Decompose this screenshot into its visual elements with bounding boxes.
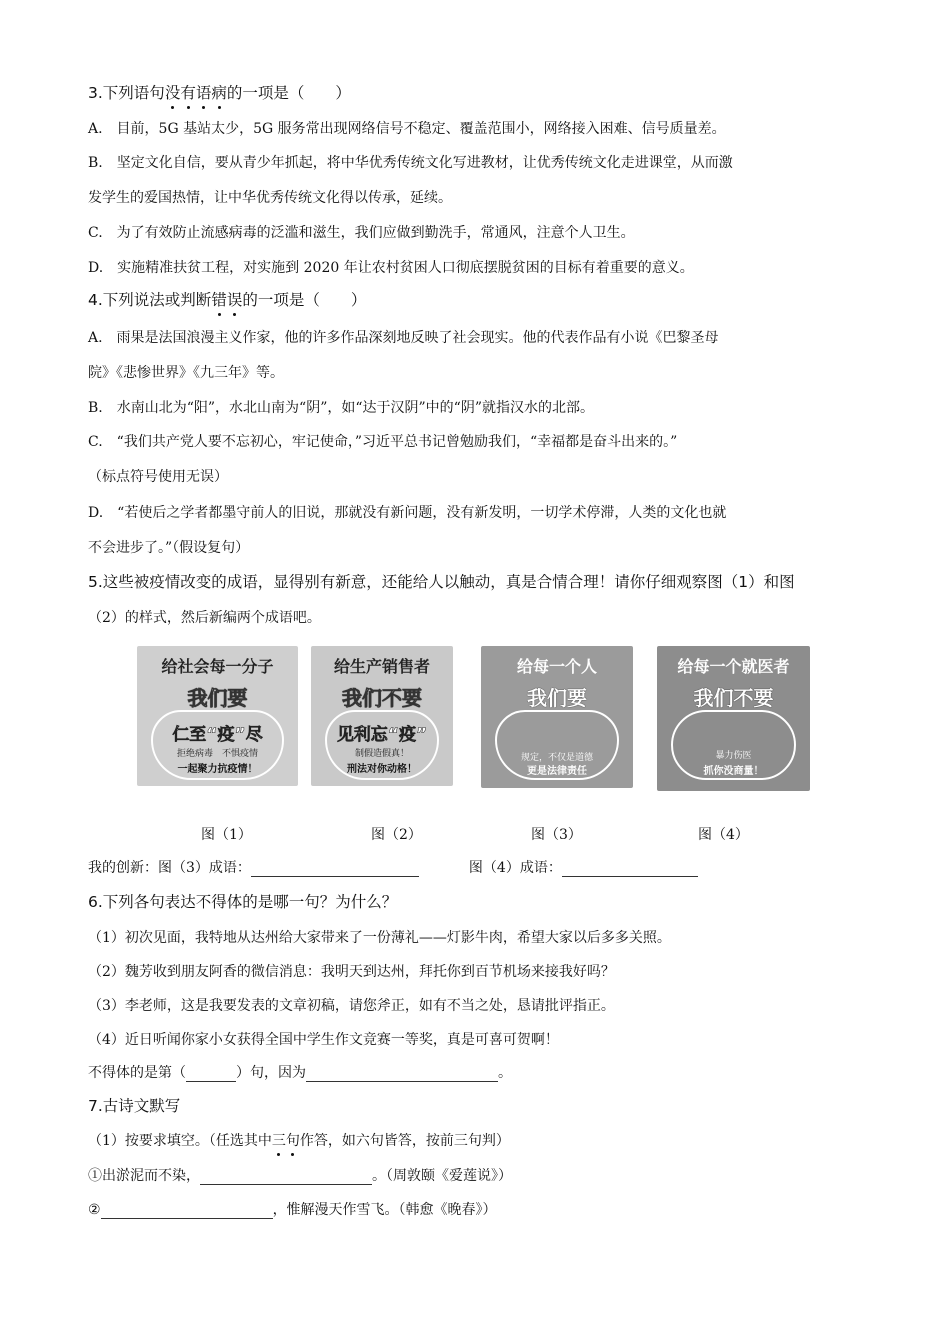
q4-option-a-line1: A. 雨果是法国浪漫主义作家，他的许多作品深刻地反映了社会现实。他的代表作品有小说《巴黎圣母 bbox=[88, 330, 719, 346]
q5-stem-text: 这些被疫情改变的成语，显得别有新意，还能给人以触动，真是合情合理！请你仔细观察图（1）和图 bbox=[102, 573, 795, 591]
q6-stem-text: 下列各句表达不得体的是哪一句？为什么？ bbox=[102, 893, 398, 911]
poster-idiom: 见利忘“疫” bbox=[336, 725, 428, 745]
poster-top-text: 给每一个就医者 bbox=[677, 657, 790, 676]
q7-dot-char: 三 bbox=[272, 1130, 286, 1150]
q4-option-c-line1: C. “我们共产党人要不忘初心，牢记使命，”习近平总书记曾勉励我们，“幸福都是奋斗出来的。” bbox=[88, 434, 678, 450]
q3-dot-char: 没 bbox=[165, 81, 181, 103]
q4-stem-post: 的一项是（ ） bbox=[242, 291, 367, 309]
q6-sentence-1: （1）初次见面，我特地从达州给大家带来了一份薄礼——灯影牛肉，希望大家以后多多关照。 bbox=[88, 930, 671, 946]
q4-stem-pre: 下列说法或判断 bbox=[102, 291, 212, 309]
poster-idiom: 仁至“疫”尽 bbox=[172, 725, 263, 745]
q3-dot-char: 病 bbox=[211, 81, 227, 103]
poster-bottom-text: 更是法律责任 bbox=[527, 766, 587, 777]
q6-answer-post: 。 bbox=[498, 1065, 512, 1081]
q4-option-a-line2: 院》《悲惨世界》《九三年》等。 bbox=[88, 365, 284, 381]
q4-option-d-line2: 不会进步了。”（假设复句） bbox=[88, 540, 250, 556]
poster-bottom-text: 抓你没商量！ bbox=[703, 766, 764, 777]
poster-small-text: 制假造假真！ bbox=[354, 749, 409, 759]
q5-answer-line bbox=[88, 857, 698, 877]
q3-stem bbox=[88, 81, 351, 103]
q7-dot-char: 句 bbox=[286, 1130, 300, 1150]
q3-option-b-line2: 发学生的爱国热情，让中华优秀传统文化得以传承，延续。 bbox=[88, 190, 452, 206]
q4-option-d-line1: D. “若使后之学者都墨守前人的旧说，那就没有新问题，没有新发明，一切学术停滞，人类的文化也就 bbox=[88, 505, 727, 521]
poster-mid-text: 我们要 bbox=[527, 686, 587, 710]
q7-line1-pre: ①出淤泥而不染， bbox=[88, 1168, 200, 1184]
poster-small-text: 暴力伤医 bbox=[715, 751, 752, 761]
q5-answer-label-4: 图（4）成语： bbox=[468, 860, 562, 876]
q4-stem bbox=[88, 288, 366, 310]
q4-option-c-line2: （标点符号使用无误） bbox=[88, 469, 228, 485]
q7-stem bbox=[88, 1094, 180, 1116]
q3-option-b-line1: B. 坚定文化自信，要从青少年抓起，将中华优秀传统文化写进教材，让优秀传统文化走进课堂，从而激 bbox=[88, 155, 733, 171]
q7-sub1-pre: （1）按要求填空。（任选其中 bbox=[88, 1133, 272, 1149]
figure-caption-1: 图（1） bbox=[201, 827, 252, 843]
q4-dot-char: 误 bbox=[227, 288, 243, 310]
q3-dot-char: 语 bbox=[196, 81, 212, 103]
poster-top-text: 给每一个人 bbox=[516, 657, 597, 676]
poster-mid-text: 我们不要 bbox=[693, 686, 774, 710]
figure-caption-4: 图（4） bbox=[698, 827, 749, 843]
q3-number: 3. bbox=[88, 84, 103, 102]
poster-top-text: 给生产销售者 bbox=[333, 657, 430, 676]
poster-small-text: 规定，不仅是道德 bbox=[520, 753, 593, 763]
q5-answer-blank-3[interactable] bbox=[251, 862, 419, 877]
poster-mid-text: 我们要 bbox=[187, 686, 248, 710]
q7-line1-post: 。（周敦颐《爱莲说》） bbox=[372, 1168, 512, 1184]
poster-figure-4 bbox=[657, 646, 810, 791]
poster-bottom-text: 一起聚力抗疫情！ bbox=[177, 764, 258, 775]
poster-figures bbox=[0, 646, 950, 796]
q5-stem-line2: （2）的样式，然后新编两个成语吧。 bbox=[88, 610, 321, 626]
q6-stem bbox=[88, 890, 397, 912]
q3-option-c: C. 为了有效防止流感病毒的泛滥和滋生，我们应做到勤洗手，常通风，注意个人卫生。 bbox=[88, 225, 635, 241]
q7-line2-post: ，惟解漫天作雪飞。（韩愈《晚春》） bbox=[272, 1202, 497, 1218]
q7-line2-blank[interactable] bbox=[101, 1204, 273, 1219]
q6-answer-mid: ）句，因为 bbox=[236, 1065, 306, 1081]
figure-caption-2: 图（2） bbox=[371, 827, 422, 843]
q3-dot-char: 有 bbox=[180, 81, 196, 103]
poster-figure-2 bbox=[311, 646, 453, 786]
q4-option-b: B. 水南山北为“阳”，水北山南为“阴”，如“达于汉阴”中的“阴”就指汉水的北部。 bbox=[88, 400, 594, 416]
q6-answer-line bbox=[88, 1062, 512, 1082]
q3-stem-post: 的一项是（ ） bbox=[226, 84, 351, 102]
q5-answer-blank-4[interactable] bbox=[562, 862, 698, 877]
q6-number: 6. bbox=[88, 893, 103, 911]
q6-answer-pre: 不得体的是第（ bbox=[88, 1065, 186, 1081]
q3-option-a: A. 目前，5G 基站太少，5G 服务常出现网络信号不稳定、覆盖范围小，网络接入困难、信号质量差。 bbox=[88, 121, 726, 137]
q3-option-d: D. 实施精准扶贫工程，对实施到 2020 年让农村贫困人口彻底摆脱贫困的目标有着重要的意义。 bbox=[88, 260, 694, 276]
q5-number: 5. bbox=[88, 573, 103, 591]
q7-line1-blank[interactable] bbox=[200, 1170, 372, 1185]
q4-number: 4. bbox=[88, 291, 103, 309]
q7-stem-text: 古诗文默写 bbox=[102, 1097, 181, 1115]
q5-answer-label-3: 我的创新：图（3）成语： bbox=[88, 860, 251, 876]
q3-stem-pre: 下列语句 bbox=[102, 84, 165, 102]
q7-number: 7. bbox=[88, 1097, 103, 1115]
q6-sentence-3: （3）李老师，这是我要发表的文章初稿，请您斧正，如有不当之处，恳请批评指正。 bbox=[88, 998, 615, 1014]
q6-sentence-4: （4）近日听闻你家小女获得全国中学生作文竞赛一等奖，真是可喜可贺啊！ bbox=[88, 1032, 559, 1048]
poster-figure-1 bbox=[137, 646, 298, 786]
q7-line2-pre: ② bbox=[88, 1202, 101, 1218]
poster-mid-text: 我们不要 bbox=[342, 686, 422, 710]
q5-stem-line1 bbox=[88, 570, 795, 592]
poster-top-text: 给社会每一分子 bbox=[161, 657, 274, 676]
poster-small-text: 拒绝病毒 不惧疫情 bbox=[176, 749, 258, 759]
q7-sub1-post: 作答，如六句皆答，按前三句判） bbox=[299, 1133, 510, 1149]
q4-dot-char: 错 bbox=[211, 288, 227, 310]
poster-figure-3 bbox=[481, 646, 633, 788]
q6-sentence-2: （2）魏芳收到朋友阿香的微信消息：我明天到达州，拜托你到百节机场来接我好吗？ bbox=[88, 964, 615, 980]
q7-line-2 bbox=[88, 1199, 497, 1219]
q6-answer-blank-reason[interactable] bbox=[306, 1067, 498, 1082]
q7-sub1 bbox=[88, 1130, 510, 1150]
poster-bottom-text: 刑法对你动格！ bbox=[347, 764, 417, 775]
q7-line-1 bbox=[88, 1165, 512, 1185]
q6-answer-blank-number[interactable] bbox=[186, 1067, 236, 1082]
figure-caption-3: 图（3） bbox=[531, 827, 582, 843]
